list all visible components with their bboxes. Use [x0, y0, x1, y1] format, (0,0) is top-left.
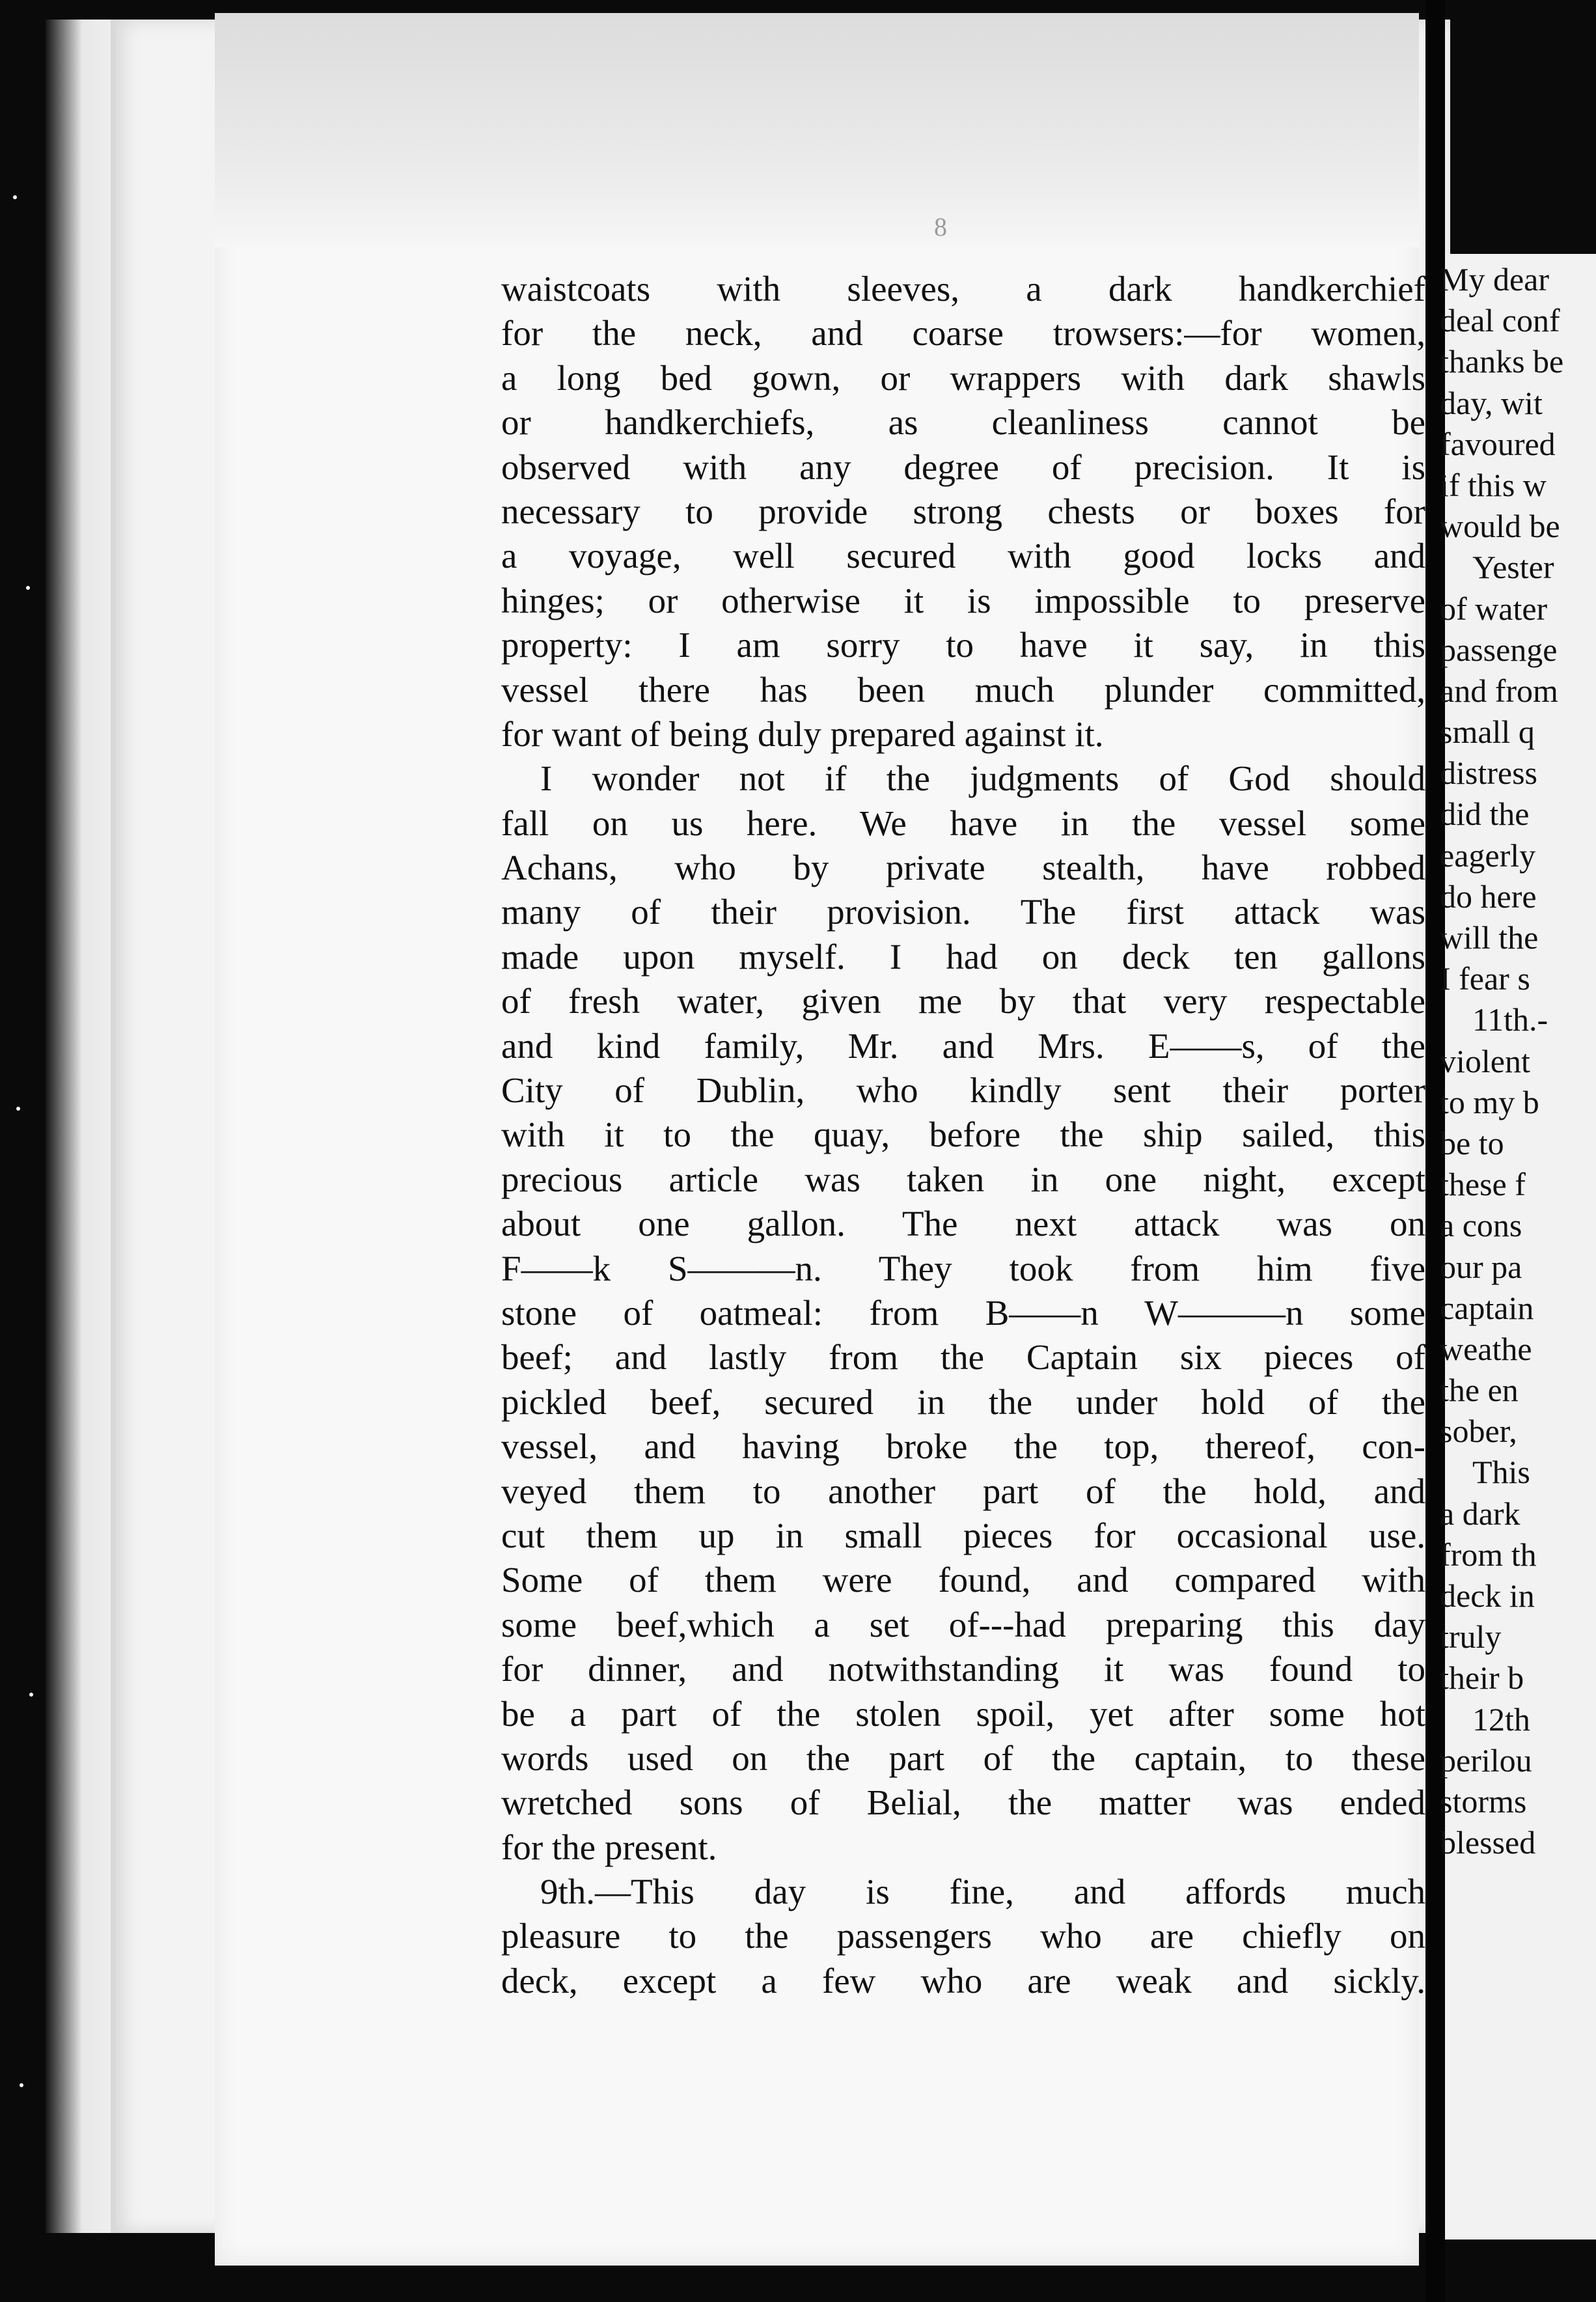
facing-text-line: day, wit	[1440, 384, 1543, 421]
text-line: hinges; or otherwise it is impossible to preserve	[501, 580, 1425, 620]
text-line: a voyage, well secured with good locks and	[501, 536, 1425, 576]
facing-text-line: of water	[1440, 590, 1548, 627]
facing-text-line: blessed	[1440, 1824, 1536, 1861]
text-line: observed with any degree of precision. It is	[501, 447, 1425, 487]
text-line: be a part of the stolen spoil, yet after some hot	[501, 1693, 1425, 1734]
facing-text-line: My dear	[1440, 261, 1549, 298]
text-line: words used on the part of the captain, to these	[501, 1738, 1425, 1778]
facing-text-line: and from	[1440, 672, 1558, 709]
text-line: for the present.	[501, 1827, 717, 1867]
facing-text-line: sober,	[1440, 1413, 1517, 1450]
text-line: made upon myself. I had on deck ten gallons	[501, 936, 1425, 977]
text-line: Some of them were found, and compared with	[501, 1560, 1425, 1600]
text-line: stone of oatmeal: from B——n W———n some	[501, 1292, 1425, 1333]
text-line: for dinner, and notwithstanding it was found to	[501, 1649, 1425, 1689]
facing-text-line: eagerly	[1440, 837, 1536, 874]
facing-text-line: I fear s	[1440, 960, 1530, 997]
facing-text-line: favoured	[1440, 425, 1556, 462]
text-line: and kind family, Mr. and Mrs. E——s, of the	[501, 1025, 1425, 1066]
page-number: 8	[934, 212, 947, 242]
facing-text-line: small q	[1440, 714, 1535, 751]
facing-text-line: Yester	[1472, 549, 1554, 586]
scan-speck	[13, 195, 17, 199]
facing-text-line: will the	[1440, 919, 1539, 956]
text-line: I wonder not if the judgments of God should	[540, 758, 1425, 799]
facing-text-line: captain	[1440, 1289, 1534, 1326]
facing-text-line: 12th	[1472, 1700, 1530, 1738]
scan-speck	[26, 586, 30, 590]
text-line: waistcoats with sleeves, a dark handkerchief	[501, 269, 1425, 309]
facing-text-line: violent	[1440, 1042, 1530, 1079]
facing-text-line: do here	[1440, 878, 1537, 915]
text-line: precious article was taken in one night, except	[501, 1159, 1425, 1199]
text-line: Achans, who by private stealth, have robbed	[501, 848, 1425, 888]
text-line: wretched sons of Belial, the matter was ended	[501, 1782, 1425, 1823]
text-line: beef; and lastly from the Captain six pieces of	[501, 1337, 1425, 1378]
facing-text-line: a dark	[1440, 1495, 1520, 1532]
facing-text-line: the en	[1440, 1372, 1519, 1409]
scan-speck	[16, 1107, 20, 1111]
facing-text-line: deck in	[1440, 1577, 1535, 1614]
facing-text-line: distress	[1440, 755, 1537, 792]
text-line: cut them up in small pieces for occasional use.	[501, 1515, 1425, 1555]
text-line: fall on us here. We have in the vessel some	[501, 803, 1425, 843]
text-line: about one gallon. The next attack was on	[501, 1204, 1425, 1244]
scan-speck	[20, 2083, 23, 2087]
facing-page-text-column	[1440, 259, 1596, 1926]
text-line: necessary to provide strong chests or boxes for	[501, 491, 1425, 531]
facing-text-line: be to	[1440, 1124, 1504, 1161]
facing-text-line: truly	[1440, 1618, 1502, 1656]
text-line: some beef,which a set of---had preparing this day	[501, 1604, 1425, 1644]
text-line: for the neck, and coarse trowsers:—for women,	[501, 313, 1425, 354]
page-top-shade	[215, 13, 1419, 247]
scan-speck	[29, 1693, 33, 1697]
facing-text-line: passenge	[1440, 631, 1558, 668]
main-text-column	[501, 267, 1425, 2001]
text-line: vessel, and having broke the top, thereof, con-	[501, 1426, 1425, 1467]
text-line: with it to the quay, before the ship sailed, this	[501, 1115, 1425, 1155]
facing-text-line: would be	[1440, 508, 1560, 545]
facing-text-line: thanks be	[1440, 343, 1564, 380]
text-line: pleasure to the passengers who are chiefly on	[501, 1916, 1425, 1956]
facing-text-line: from th	[1440, 1536, 1537, 1573]
text-line: property: I am sorry to have it say, in this	[501, 625, 1425, 665]
facing-text-line: did the	[1440, 796, 1530, 833]
facing-text-line: their b	[1440, 1659, 1524, 1697]
text-line: or handkerchiefs, as cleanliness cannot be	[501, 402, 1425, 443]
text-line: City of Dublin, who kindly sent their porter	[501, 1070, 1425, 1111]
text-line: many of their provision. The first attack was	[501, 892, 1425, 932]
text-line: a long bed gown, or wrappers with dark shawls	[501, 357, 1425, 398]
text-line: veyed them to another part of the hold, and	[501, 1471, 1425, 1511]
facing-text-line: perilou	[1440, 1741, 1532, 1779]
text-line: 9th.—This day is fine, and affords much	[540, 1872, 1425, 1912]
facing-text-line: deal conf	[1440, 302, 1560, 339]
facing-text-line: if this w	[1440, 466, 1547, 503]
facing-text-line: weathe	[1440, 1330, 1532, 1367]
facing-text-line: a cons	[1440, 1207, 1522, 1244]
text-line: vessel there has been much plunder committed,	[501, 669, 1425, 710]
facing-text-line: our pa	[1440, 1248, 1522, 1285]
facing-text-line: 11th.-	[1472, 1001, 1548, 1038]
text-line: pickled beef, secured in the under hold of the	[501, 1381, 1425, 1422]
text-line: of fresh water, given me by that very respectable	[501, 981, 1425, 1021]
facing-text-line: these f	[1440, 1166, 1526, 1203]
text-line: deck, except a few who are weak and sickly.	[501, 1960, 1425, 2001]
text-line: F——k S———n. They took from him five	[501, 1248, 1425, 1288]
facing-text-line: This	[1472, 1454, 1530, 1491]
facing-text-line: storms	[1440, 1782, 1527, 1820]
text-line: for want of being duly prepared against it.	[501, 714, 1104, 754]
facing-text-line: to my b	[1440, 1083, 1539, 1120]
